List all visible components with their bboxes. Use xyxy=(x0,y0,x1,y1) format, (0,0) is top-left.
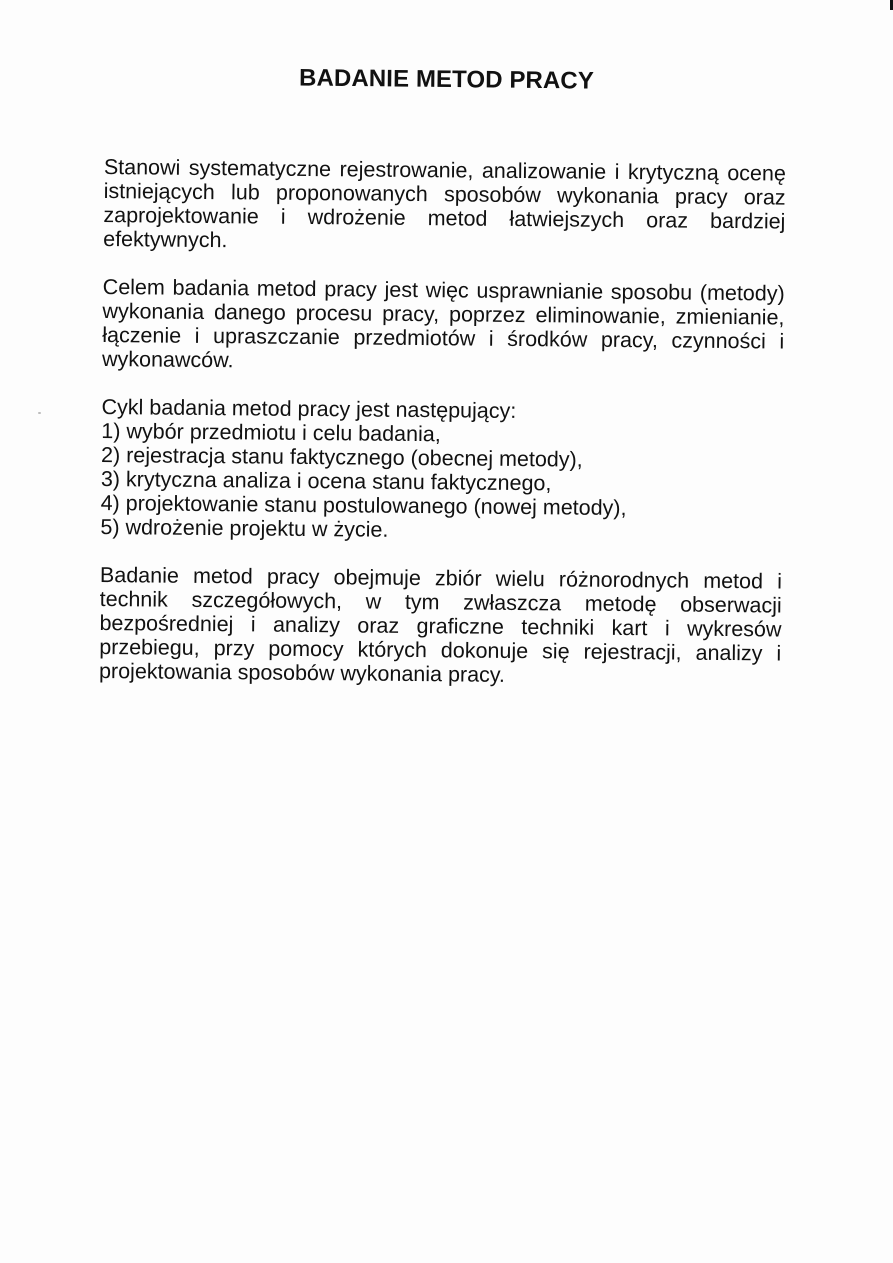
paragraph-definition: Stanowi systematyczne rejestrowanie, analizowanie i krytyczną ocenę istniejących lub proponowanych sposobów wykonania pracy oraz zaprojektowanie i wdrożenie metod łatwiejszych oraz bardziej efektywnych. xyxy=(103,155,786,253)
cycle-step: 5) wdrożenie projektu w życie. xyxy=(100,514,389,542)
paragraph-goal: Celem badania metod pracy jest więc usprawnianie sposobu (metody) wykonania danego procesu pracy, poprzez eliminowanie, zmienianie, łączenie i upraszczanie przedmiotów i środków pracy, czynności i wykonawców. xyxy=(101,274,785,373)
page-title: BADANIE METOD PRACY xyxy=(298,64,595,95)
cycle-intro: Cykl badania metod pracy jest następujący: xyxy=(101,394,517,423)
cycle-steps-list xyxy=(100,419,783,546)
document-body xyxy=(99,155,786,714)
paragraph-scope: Badanie metod pracy obejmuje zbiór wielu różnorodnych metod i technik szczegółowych, w tym zwłaszcza metodę obserwacji bezpośredniej i analizy oraz graficzne techniki kart i wykresów przebiegu, przy pomocy których dokonuje się rejestracji, analizy i projektowania sposobów wykonania pracy. xyxy=(98,562,783,687)
cycle-step: 3) krytyczna analiza i ocena stanu faktycznego, xyxy=(100,466,552,496)
cycle-step: 2) rejestracja stanu faktycznego (obecnej metody), xyxy=(101,442,583,472)
cycle-step: 1) wybór przedmiotu i celu badania, xyxy=(101,418,441,447)
cycle-step: 4) projektowanie stanu postulowanego (nowej metody), xyxy=(100,490,627,521)
scan-speck xyxy=(38,412,41,414)
